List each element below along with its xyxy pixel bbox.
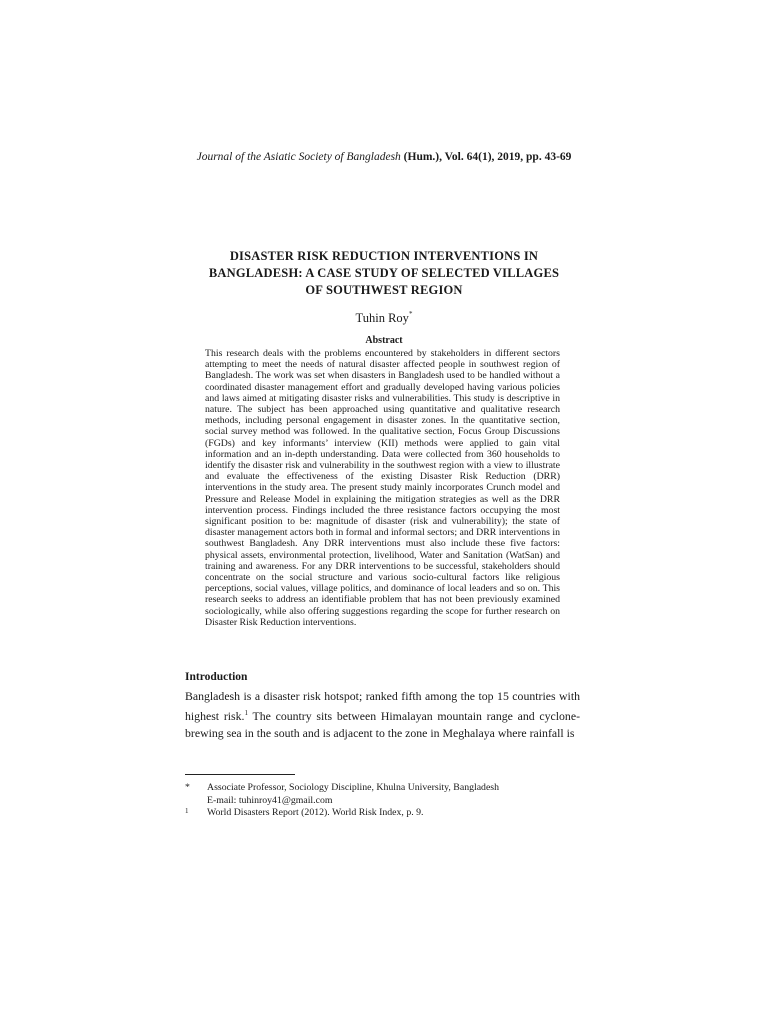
journal-name: Journal of the Asiatic Society of Bangladesh xyxy=(196,151,401,163)
footnote-line: World Disasters Report (2012). World Risk Index, p. 9. xyxy=(207,807,424,818)
abstract-text: This research deals with the problems encountered by stakeholders in different sectors attempting to meet the needs of natural disaster affected people in southwest region of Bangladesh. The work was set when disasters in Bangladesh used to be handled without a coordinated disaster management effort and gradually developed having various policies and laws aimed at mitigating disaster risks and vulnerabilities. This study is descriptive in nature. The subject has been approached using quantitative and qualitative research methods, including personal engagement in disaster zones. In the quantitative section, social survey method was followed. In the qualitative section, Focus Group Discussions (FGDs) and key informants’ interview (KII) methods were applied to gain vital information and an in-depth understanding. Data were collected from 360 households to identify the disaster risk and vulnerability in the southwest region with a view to illustrate and evaluate the effectiveness of the existing Disaster Risk Reduction (DRR) interventions in the study area. The present study mainly incorporates Crunch model and Pressure and Release Model in explaining the mitigation strategies as well as the DRR intervention process. Findings included the three resistance factors occupying the most significant position to be: magnitude of disaster (risk and vulnerability); the state of disaster management actors both in formal and informal sectors; and DRR interventions in southwest Bangladesh. Any DRR interventions must also include these five factors: physical assets, environmental protection, livelihood, Water and Sanitation (WatSan) and training and awareness. For any DRR interventions to be successful, stakeholders should concentrate on the social structure and various socio-cultural factors like religious perceptions, social values, village politics, and dominance of local leaders and so on. This research seeks to address an identifiable problem that has not been previously examined sociologically, while also offering suggestions regarding the scope for further research on Disaster Risk Reduction interventions. xyxy=(205,348,560,628)
footnote-1 xyxy=(185,807,580,820)
footnote-email: E-mail: tuhinroy41@gmail.com xyxy=(207,794,333,806)
abstract-heading: Abstract xyxy=(365,335,403,346)
intro-text-part-1: Bangladesh is a disaster risk hotspot; ranked fifth among the top 15 countries with highest risk. xyxy=(185,689,580,723)
introduction-text xyxy=(185,688,580,742)
article-title xyxy=(190,248,578,299)
volume-info: (Hum.), Vol. 64(1), 2019, pp. 43-69 xyxy=(403,151,572,163)
footnotes xyxy=(185,782,580,820)
author-line xyxy=(0,307,768,326)
title-line-1: DISASTER RISK REDUCTION INTERVENTIONS IN xyxy=(229,249,539,263)
footnote-author xyxy=(185,782,580,807)
footnote-line: Associate Professor, Sociology Discipline, Khulna University, Bangladesh xyxy=(207,782,500,793)
footnote-mark: 1 xyxy=(185,807,189,815)
footnote-mark: * xyxy=(185,782,190,793)
intro-footnote-mark: 1 xyxy=(244,709,248,717)
author-footnote-mark: * xyxy=(408,310,413,318)
footnote-divider xyxy=(185,774,295,775)
intro-text-part-2: The country sits between Himalayan mountain range and cyclone-brewing sea in the south and is adjacent to the zone in Meghalaya where rainfall is xyxy=(185,709,580,740)
introduction-heading: Introduction xyxy=(185,671,248,683)
author-name: Tuhin Roy xyxy=(355,311,409,325)
running-head xyxy=(0,150,768,164)
title-line-3: OF SOUTHWEST REGION xyxy=(305,283,463,297)
title-line-2: BANGLADESH: A CASE STUDY OF SELECTED VILLAGES xyxy=(208,266,560,280)
